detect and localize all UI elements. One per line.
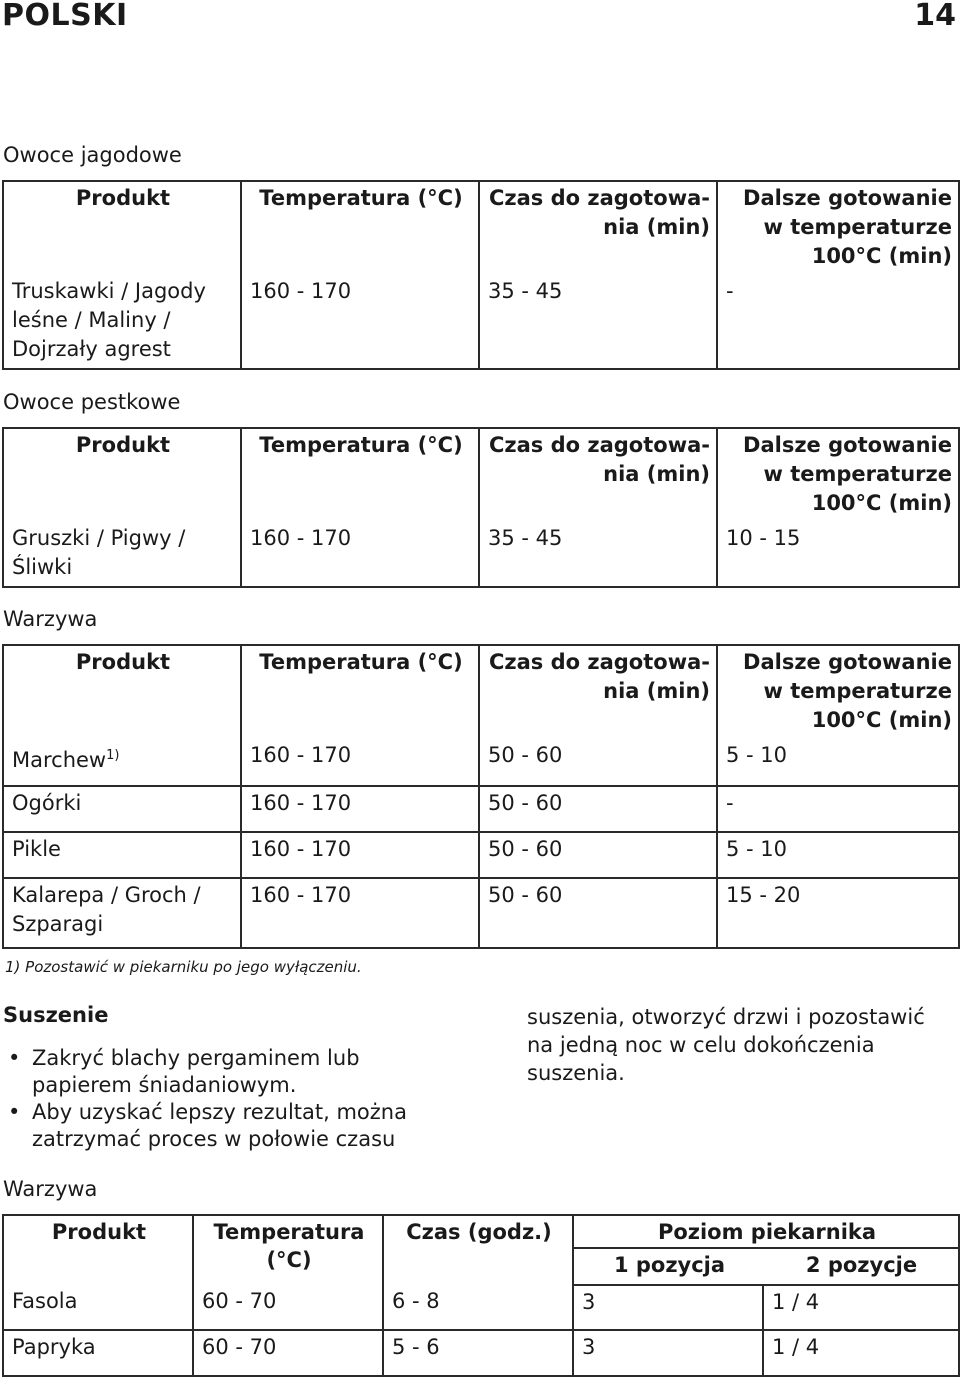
cell-product: Papryka [3, 1330, 193, 1376]
language-header: POLSKI [2, 0, 128, 33]
cell-time: 50 - 60 [479, 786, 717, 832]
table-row [3, 878, 959, 948]
bullet-text: Zakryć blachy pergaminem lub papierem śniadaniowym. [32, 1046, 360, 1097]
header-temperatura: Temperatura (°C) [241, 181, 479, 275]
cell-further: 15 - 20 [717, 878, 959, 948]
section-title-berries: Owoce jagodowe [3, 143, 182, 167]
header-produkt: Produkt [3, 181, 241, 275]
cell-further: - [717, 275, 959, 369]
product-name: Marchew [12, 748, 107, 772]
table-header-row [3, 181, 959, 275]
cell-time: 50 - 60 [479, 739, 717, 786]
bullet-dot: • [8, 1046, 21, 1070]
bullet-item [8, 1045, 438, 1099]
cell-time: 35 - 45 [479, 275, 717, 369]
header-temperatura: Temperatura (°C) [193, 1215, 383, 1285]
header-pozycja-1: 1 pozycja [573, 1248, 763, 1285]
footnote: 1) Pozostawić w piekarniku po jego wyłączeniu. [5, 958, 362, 976]
cell-time: 50 - 60 [479, 832, 717, 878]
stone-fruit-table [2, 427, 960, 588]
cell-further: 10 - 15 [717, 522, 959, 587]
table-row [3, 832, 959, 878]
table-header-row [3, 1215, 959, 1248]
cell-product [3, 739, 241, 786]
cell-further: 5 - 10 [717, 832, 959, 878]
cell-temp: 160 - 170 [241, 739, 479, 786]
cell-pozycja-1: 3 [573, 1330, 763, 1376]
bullet-dot: • [8, 1100, 21, 1124]
cell-pozycja-2: 1 / 4 [763, 1330, 959, 1376]
cell-time: 50 - 60 [479, 878, 717, 948]
header-temperatura: Temperatura (°C) [241, 645, 479, 739]
cell-product: Kalarepa / Groch / Szparagi [3, 878, 241, 948]
cell-temp: 160 - 170 [241, 832, 479, 878]
header-pozycja-2: 2 pozycje [763, 1248, 959, 1285]
cell-further: 5 - 10 [717, 739, 959, 786]
header-dalsze: Dalsze gotowanie w temperaturze 100°C (min) [717, 428, 959, 522]
header-produkt: Produkt [3, 645, 241, 739]
cell-pozycja-2: 1 / 4 [763, 1285, 959, 1330]
cell-time: 6 - 8 [383, 1285, 573, 1330]
table-row [3, 522, 959, 587]
section-title-vegetables-drying: Warzywa [3, 1177, 98, 1201]
header-poziom: Poziom piekarnika [573, 1215, 959, 1248]
cell-product: Fasola [3, 1285, 193, 1330]
table-row [3, 786, 959, 832]
header-dalsze: Dalsze gotowanie w temperaturze 100°C (min) [717, 645, 959, 739]
header-czas: Czas (godz.) [383, 1215, 573, 1285]
header-dalsze: Dalsze gotowanie w temperaturze 100°C (min) [717, 181, 959, 275]
cell-temp: 160 - 170 [241, 786, 479, 832]
drying-vegetables-table [2, 1214, 960, 1377]
berries-table [2, 180, 960, 370]
header-czas: Czas do zagotowa-nia (min) [479, 181, 717, 275]
cell-product: Truskawki / Jagody leśne / Maliny / Dojrzały agrest [3, 275, 241, 369]
cell-time: 35 - 45 [479, 522, 717, 587]
cell-pozycja-1: 3 [573, 1285, 763, 1330]
table-row [3, 1330, 959, 1376]
cell-further: - [717, 786, 959, 832]
cell-product: Pikle [3, 832, 241, 878]
cell-temp: 60 - 70 [193, 1330, 383, 1376]
drying-title: Suszenie [3, 1003, 109, 1027]
header-produkt: Produkt [3, 428, 241, 522]
cell-time: 5 - 6 [383, 1330, 573, 1376]
drying-bullets [8, 1045, 438, 1153]
vegetables-table [2, 644, 960, 949]
table-row [3, 1285, 959, 1330]
section-title-vegetables: Warzywa [3, 607, 98, 631]
page-number: 14 [914, 0, 956, 33]
table-row [3, 275, 959, 369]
cell-temp: 160 - 170 [241, 522, 479, 587]
drying-continuation: suszenia, otworzyć drzwi i pozostawić na jedną noc w celu dokończenia suszenia. [527, 1005, 925, 1085]
table-row [3, 739, 959, 786]
table-header-row [3, 428, 959, 522]
table-header-row [3, 645, 959, 739]
bullet-item [8, 1099, 438, 1153]
cell-product: Gruszki / Pigwy / Śliwki [3, 522, 241, 587]
header-produkt: Produkt [3, 1215, 193, 1285]
cell-temp: 160 - 170 [241, 275, 479, 369]
cell-temp: 60 - 70 [193, 1285, 383, 1330]
section-title-stone-fruit: Owoce pestkowe [3, 390, 181, 414]
header-czas: Czas do zagotowa-nia (min) [479, 428, 717, 522]
bullet-text: Aby uzyskać lepszy rezultat, można zatrzymać proces w połowie czasu [32, 1100, 407, 1151]
cell-temp: 160 - 170 [241, 878, 479, 948]
footnote-marker: 1) [106, 748, 120, 763]
cell-product: Ogórki [3, 786, 241, 832]
header-temperatura: Temperatura (°C) [241, 428, 479, 522]
header-czas: Czas do zagotowa-nia (min) [479, 645, 717, 739]
